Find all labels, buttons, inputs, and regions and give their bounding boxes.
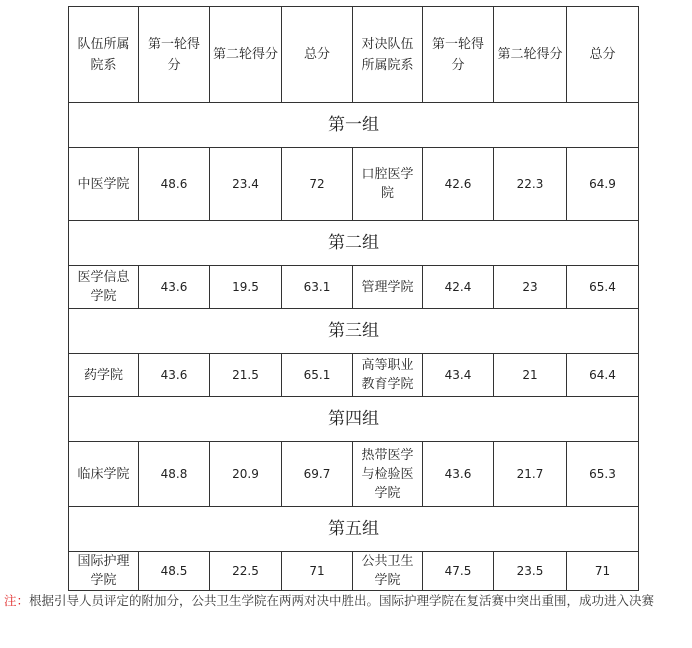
team-cell: 中医学院 — [69, 148, 139, 221]
header-cell: 第二轮得分 — [210, 7, 282, 103]
team-cell: 药学院 — [69, 354, 139, 397]
opponent-round2-cell: 21 — [494, 354, 567, 397]
total-cell: 71 — [282, 552, 353, 591]
opponent-cell: 高等职业教育学院 — [353, 354, 423, 397]
opponent-round1-cell: 43.4 — [423, 354, 494, 397]
opponent-round1-cell: 42.6 — [423, 148, 494, 221]
opponent-cell: 公共卫生学院 — [353, 552, 423, 591]
group-title-row — [69, 309, 639, 354]
opponent-total-cell: 65.3 — [567, 442, 639, 507]
round1-cell: 48.8 — [139, 442, 210, 507]
note-text: 根据引导人员评定的附加分，公共卫生学院在两两对决中胜出。国际护理学院在复活赛中突出重围，成功进入决赛 — [29, 593, 655, 608]
opponent-total-cell: 64.4 — [567, 354, 639, 397]
round2-cell: 20.9 — [210, 442, 282, 507]
team-cell: 国际护理学院 — [69, 552, 139, 591]
team-cell: 医学信息学院 — [69, 266, 139, 309]
table-row — [69, 354, 639, 397]
total-cell: 69.7 — [282, 442, 353, 507]
opponent-cell: 管理学院 — [353, 266, 423, 309]
opponent-total-cell: 71 — [567, 552, 639, 591]
total-cell: 63.1 — [282, 266, 353, 309]
header-cell: 第一轮得分 — [423, 7, 494, 103]
opponent-round2-cell: 22.3 — [494, 148, 567, 221]
group-title: 第二组 — [69, 221, 639, 266]
round2-cell: 22.5 — [210, 552, 282, 591]
opponent-round2-cell: 23.5 — [494, 552, 567, 591]
opponent-total-cell: 65.4 — [567, 266, 639, 309]
header-row — [69, 7, 639, 103]
header-cell: 总分 — [567, 7, 639, 103]
round1-cell: 48.5 — [139, 552, 210, 591]
header-cell: 第二轮得分 — [494, 7, 567, 103]
opponent-total-cell: 64.9 — [567, 148, 639, 221]
round1-cell: 43.6 — [139, 354, 210, 397]
group-title-row — [69, 507, 639, 552]
round2-cell: 19.5 — [210, 266, 282, 309]
table-row — [69, 266, 639, 309]
header-cell: 总分 — [282, 7, 353, 103]
group-title: 第四组 — [69, 397, 639, 442]
score-table — [68, 6, 639, 591]
opponent-round2-cell: 21.7 — [494, 442, 567, 507]
opponent-round1-cell: 42.4 — [423, 266, 494, 309]
opponent-round1-cell: 43.6 — [423, 442, 494, 507]
team-cell: 临床学院 — [69, 442, 139, 507]
round1-cell: 43.6 — [139, 266, 210, 309]
round2-cell: 23.4 — [210, 148, 282, 221]
group-title-row — [69, 397, 639, 442]
group-title: 第三组 — [69, 309, 639, 354]
table-row — [69, 148, 639, 221]
round2-cell: 21.5 — [210, 354, 282, 397]
opponent-cell: 口腔医学院 — [353, 148, 423, 221]
group-title: 第五组 — [69, 507, 639, 552]
total-cell: 65.1 — [282, 354, 353, 397]
table-row — [69, 552, 639, 591]
note-label: 注： — [4, 593, 30, 608]
round1-cell: 48.6 — [139, 148, 210, 221]
header-cell: 对决队伍所属院系 — [353, 7, 423, 103]
table-row — [69, 442, 639, 507]
header-cell: 队伍所属院系 — [69, 7, 139, 103]
group-title-row — [69, 221, 639, 266]
group-title: 第一组 — [69, 103, 639, 148]
footnote — [4, 589, 690, 612]
total-cell: 72 — [282, 148, 353, 221]
group-title-row — [69, 103, 639, 148]
opponent-round1-cell: 47.5 — [423, 552, 494, 591]
opponent-cell: 热带医学与检验医学院 — [353, 442, 423, 507]
opponent-round2-cell: 23 — [494, 266, 567, 309]
header-cell: 第一轮得分 — [139, 7, 210, 103]
